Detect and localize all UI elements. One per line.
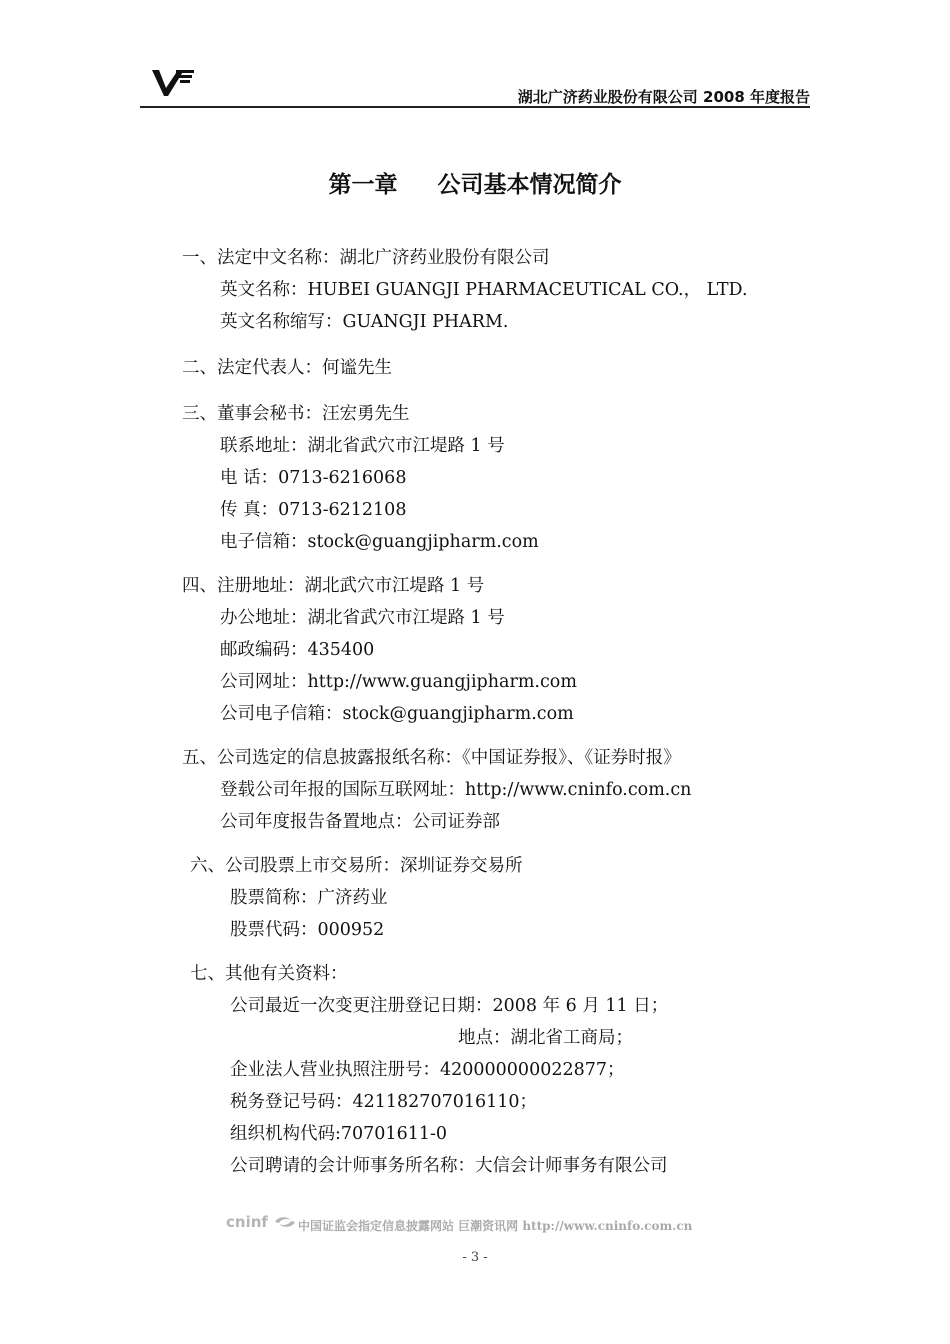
auditor-firm: 公司聘请的会计师事务所名称：大信会计师事务有限公司: [230, 1156, 668, 1176]
stock-code: 股票代码：000952: [230, 920, 385, 940]
tax-registration-number: 税务登记号码：421182707016110；: [230, 1092, 538, 1112]
cninfo-logo: [226, 1213, 297, 1231]
contact-phone: 电 话：0713-6216068: [220, 468, 407, 488]
office-address: 办公地址：湖北省武穴市江堤路 1 号: [220, 608, 505, 628]
stock-short-name: 股票简称：广济药业: [230, 888, 388, 908]
stock-exchange: 六、公司股票上市交易所：深圳证券交易所: [190, 856, 523, 876]
contact-address: 联系地址：湖北省武穴市江堤路 1 号: [220, 436, 505, 456]
chapter-title: 公司基本情况简介: [437, 172, 622, 198]
footer-disclosure-text: 中国证监会指定信息披露网站 巨潮资讯网 http://www.cninfo.com.cn: [298, 1219, 693, 1233]
report-header-title: 湖北广济药业股份有限公司 2008 年度报告: [517, 88, 810, 106]
chapter-number: 第一章: [328, 172, 398, 198]
page-number: - 3 -: [462, 1250, 488, 1265]
english-name: 英文名称：HUBEI GUANGJI PHARMACEUTICAL CO.， LTD.: [220, 280, 748, 300]
english-abbr: 英文名称缩写：GUANGJI PHARM.: [220, 312, 509, 332]
company-email: 公司电子信箱：stock@guangjipharm.com: [220, 704, 574, 724]
contact-email: 电子信箱：stock@guangjipharm.com: [220, 532, 539, 552]
postal-code: 邮政编码：435400: [220, 640, 375, 660]
company-logo-icon: [150, 66, 196, 98]
disclosure-newspapers: 五、公司选定的信息披露报纸名称：《中国证券报》、《证券时报》: [182, 748, 681, 768]
cninfo-brand: cninf: [226, 1213, 268, 1231]
annual-report-location: 公司年度报告备置地点：公司证券部: [220, 812, 500, 832]
registration-change-date: 公司最近一次变更注册登记日期：2008 年 6 月 11 日；: [230, 996, 669, 1016]
header-divider: [140, 106, 810, 108]
cninfo-swirl-icon: [273, 1214, 297, 1230]
business-license-number: 企业法人营业执照注册号：420000000022877；: [230, 1060, 625, 1080]
other-info-heading: 七、其他有关资料：: [190, 964, 348, 984]
organization-code: 组织机构代码:70701611-0: [230, 1124, 448, 1144]
legal-cn-name: 一、法定中文名称：湖北广济药业股份有限公司: [182, 248, 550, 268]
annual-report-website: 登载公司年报的国际互联网址：http://www.cninfo.com.cn: [220, 780, 692, 800]
board-secretary: 三、董事会秘书：汪宏勇先生: [182, 404, 410, 424]
company-website: 公司网址：http://www.guangjipharm.com: [220, 672, 577, 692]
contact-fax: 传 真：0713-6212108: [220, 500, 407, 520]
registered-address: 四、注册地址：湖北武穴市江堤路 1 号: [182, 576, 485, 596]
legal-representative: 二、法定代表人：何谧先生: [182, 358, 392, 378]
registration-change-place: 地点：湖北省工商局；: [458, 1028, 633, 1048]
chapter-heading: [0, 166, 950, 199]
